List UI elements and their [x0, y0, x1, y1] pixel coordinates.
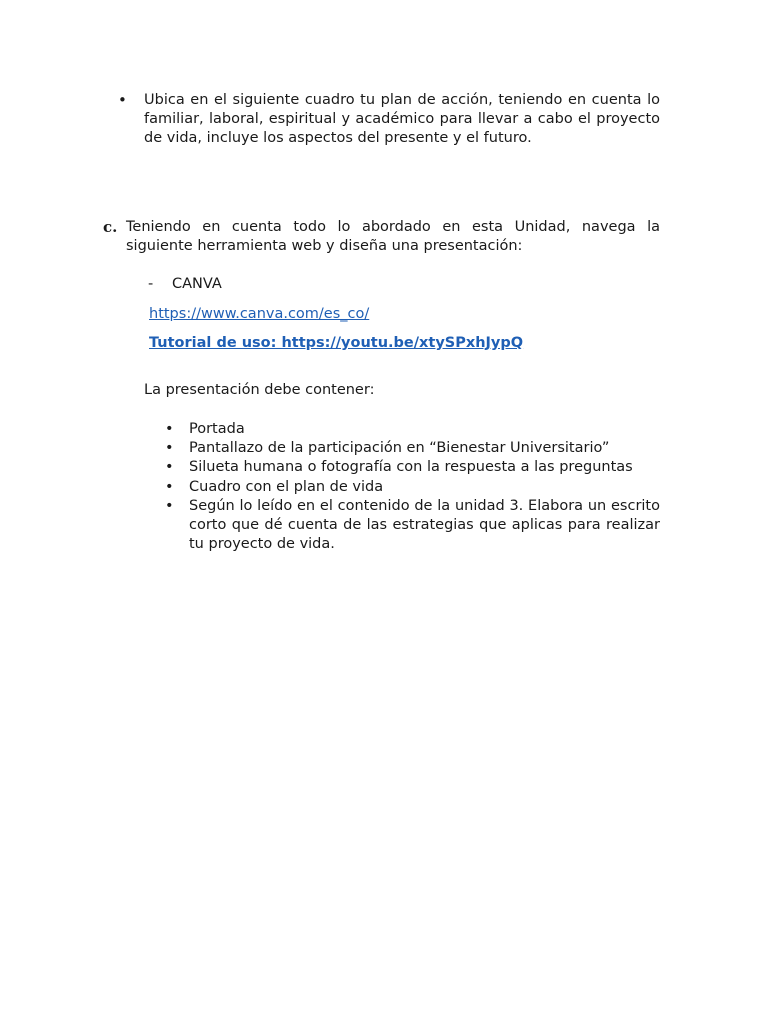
list-item — [165, 439, 660, 458]
tool-name: CANVA — [172, 276, 222, 292]
canva-link[interactable]: https://www.canva.com/es_co/ — [149, 306, 370, 322]
list-item-text: Silueta humana o fotografía con la respuesta a las preguntas — [189, 459, 633, 476]
list-item-text: Cuadro con el plan de vida — [189, 478, 384, 495]
list-item-text: Portada — [189, 421, 245, 437]
list-item-text: Pantallazo de la participación en “Bienestar Universitario” — [189, 440, 610, 457]
list-item — [165, 478, 660, 497]
section-c-paragraph: Teniendo en cuenta todo lo abordado en esta Unidad, navega la siguiente herramienta web y diseña una presentación: — [126, 219, 660, 255]
bullet-icon: • — [165, 497, 174, 514]
action-plan-paragraph: Ubica en el siguiente cuadro tu plan de acción, teniendo en cuenta lo familiar, laboral, espiritual y académico para llevar a cabo el proyecto de vida, incluye los aspectos del presente y el futuro. — [144, 92, 660, 147]
list-item — [165, 420, 660, 439]
bullet-icon: • — [165, 421, 174, 437]
section-c-marker: c. — [103, 218, 118, 236]
tutorial-link[interactable]: Tutorial de uso: https://youtu.be/xtySPxhJypQ — [149, 335, 524, 351]
bullet-icon: • — [165, 459, 174, 476]
list-item — [165, 458, 660, 477]
dash-bullet: - — [148, 276, 154, 292]
bullet-icon: • — [165, 478, 174, 495]
bullet-icon: • — [118, 91, 127, 109]
presentation-requirements-list — [165, 420, 660, 554]
list-item-text: Según lo leído en el contenido de la unidad 3. Elabora un escrito corto que dé cuenta de las estrategias que aplicas para realizar tu proyecto de vida. — [189, 497, 660, 553]
presentation-intro: La presentación debe contener: — [144, 382, 375, 398]
list-item — [165, 497, 660, 555]
bullet-icon: • — [165, 440, 174, 457]
